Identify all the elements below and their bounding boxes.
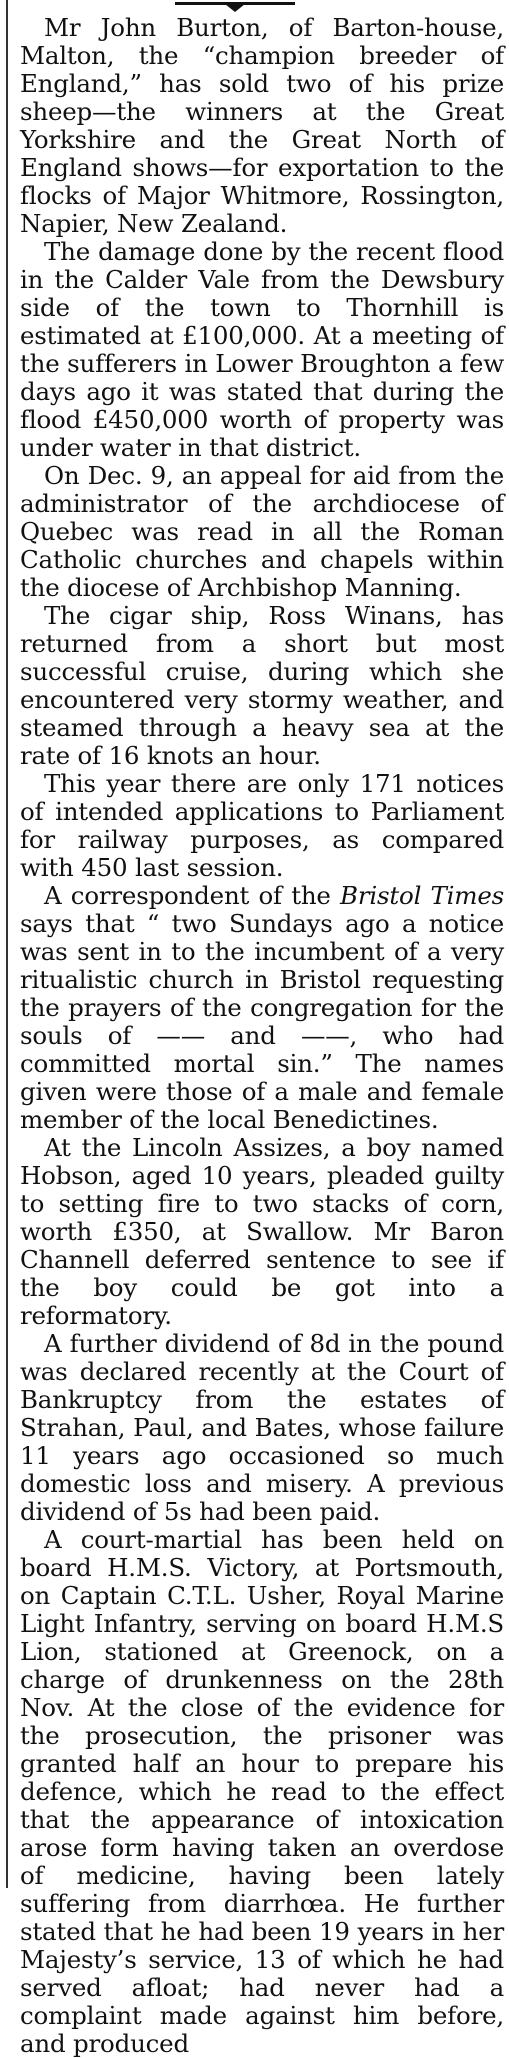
paragraph-quebec-appeal: On Dec. 9, an appeal for aid from the administrator of the archdiocese of Quebec was read in all the Roman Catholic churches and chapels within the diocese of Archbishop Manning. xyxy=(20,461,504,602)
paragraph-cigar-ship: The cigar ship, Ross Winans, has returned from a short but most successful cruise, during which she encountered very stormy weather, and steamed through a heavy sea at the rate of 16 knots an hour. xyxy=(20,601,504,770)
paragraph-lincoln-assizes: At the Lincoln Assizes, a boy named Hobson, aged 10 years, pleaded guilty to setting fire to two stacks of corn, worth £350, at Swallow. Mr Baron Channell deferred sentence to see if the boy could be got into a reformatory. xyxy=(20,1133,504,1330)
paragraph-railway-notices: This year there are only 171 notices of intended applications to Parliament for railway purposes, as compared with 450 last session. xyxy=(20,769,504,882)
column-rule xyxy=(6,0,8,1888)
paragraph-calder-flood: The damage done by the recent flood in the Calder Vale from the Dewsbury side of the town to Thornhill is estimated at £100,000. At a meeting of the sufferers in Lower Broughton a few days ago it was stated that during the flood £450,000 worth of property was under water in that district. xyxy=(20,237,504,462)
paragraph-bristol-times xyxy=(20,882,504,1134)
header-ornament xyxy=(175,0,295,12)
paragraph-bankruptcy-dividend: A further dividend of 8d in the pound was declared recently at the Court of Bankruptcy from the estates of Strahan, Paul, and Bates, whose failure 11 years ago occasioned so much domestic loss and misery. A previous dividend of 5s had been paid. xyxy=(20,1329,504,1526)
news-column xyxy=(20,14,504,2058)
ornament-point xyxy=(225,4,245,12)
bristol-text-after: says that “ two Sundays ago a notice was sent in to the incumbent of a very ritualistic church in Bristol requesting the prayers of the congregation for the souls of —— and ——, who had committed mortal sin.” The names given were those of a male and female member of the local Benedictines. xyxy=(20,909,504,1134)
paragraph-court-martial: A court-martial has been held on board H.M.S. Victory, at Portsmouth, on Captain C.T.L. Usher, Royal Marine Light Infantry, serving on board H.M.S Lion, stationed at Greenock, on a charge of drunkenness on the 28th Nov. At the close of the evidence for the prosecution, the prisoner was granted half an hour to prepare his defence, which he read to the effect that the appearance of intoxication arose form having taken an overdose of medicine, having been lately suffering from diarrhœa. He further stated that he had been 19 years in her Majesty’s service, 13 of which he had served afloat; had never had a complaint made against him before, and produced xyxy=(20,1525,504,2058)
paragraph-burton-sheep: Mr John Burton, of Barton-house, Malton, the “champion breeder of England,” has sold two of his prize sheep—the winners at the Great Yorkshire and the Great North of England shows—for exportation to the flocks of Major Whitmore, Rossington, Napier, New Zealand. xyxy=(20,13,504,238)
bristol-times-title: Bristol Times xyxy=(340,881,504,910)
bristol-text-before: A correspondent of the xyxy=(44,881,341,910)
